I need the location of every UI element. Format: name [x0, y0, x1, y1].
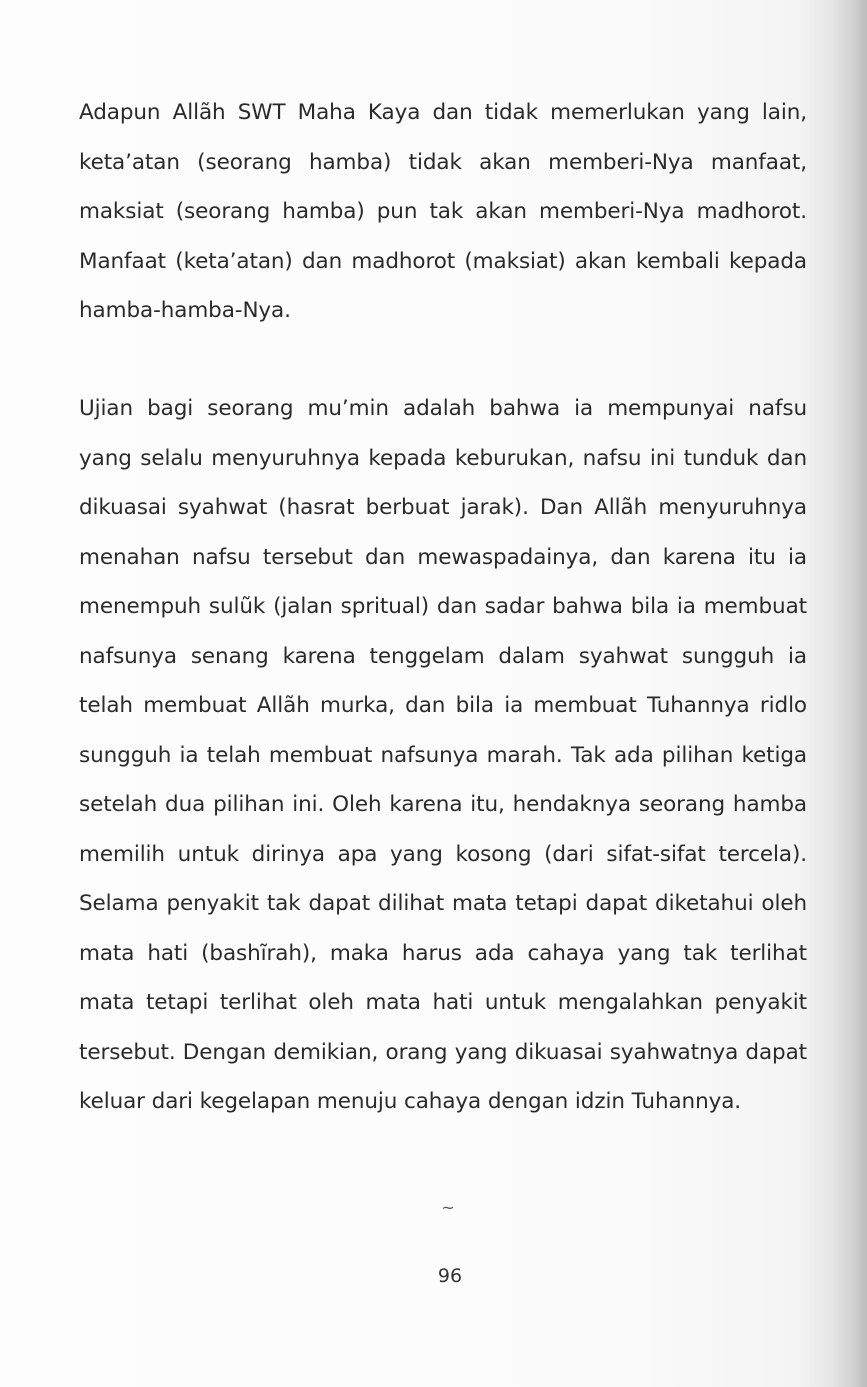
section-end-ornament: ~ — [441, 1198, 455, 1217]
paragraph-2: Ujian bagi seorang mu’min adalah bahwa ia mempunyai nafsu yang selalu menyuruhnya kepada keburukan, nafsu ini tunduk dan dikuasai syahwat (hasrat berbuat jarak). Dan Allãh menyuruhnya menahan nafsu tersebut dan mewaspadainya, dan karena itu ia menempuh sulũk (jalan spritual) dan sadar bahwa bila ia membuat nafsunya senang karena tenggelam dalam syahwat sungguh ia telah membuat Allãh murka, dan bila ia membuat Tuhannya ridlo sungguh ia telah membuat nafsunya marah. Tak ada pilihan ketiga setelah dua pilihan ini. Oleh karena itu, hendaknya seorang hamba memilih untuk dirinya apa yang kosong (dari sifat-sifat tercela). Selama penyakit tak dapat dilihat mata tetapi dapat diketahui oleh mata hati (bashĩrah), maka harus ada cahaya yang tak terlihat mata tetapi terlihat oleh mata hati untuk mengalahkan penyakit tersebut. Dengan demikian, orang yang dikuasai syahwatnya dapat keluar dari kegelapan menuju cahaya dengan idzin Tuhannya. — [79, 396, 807, 1114]
paragraph-1: Adapun Allãh SWT Maha Kaya dan tidak memerlukan yang lain, keta’atan (seorang hamba) tidak akan memberi-Nya manfaat, maksiat (seorang hamba) pun tak akan memberi-Nya madhorot. Manfaat (keta’atan) dan madhorot (maksiat) akan kembali kepada hamba-hamba-Nya. — [79, 100, 807, 323]
page-edge-shadow — [833, 0, 867, 1387]
page-number: 96 — [437, 1265, 463, 1287]
